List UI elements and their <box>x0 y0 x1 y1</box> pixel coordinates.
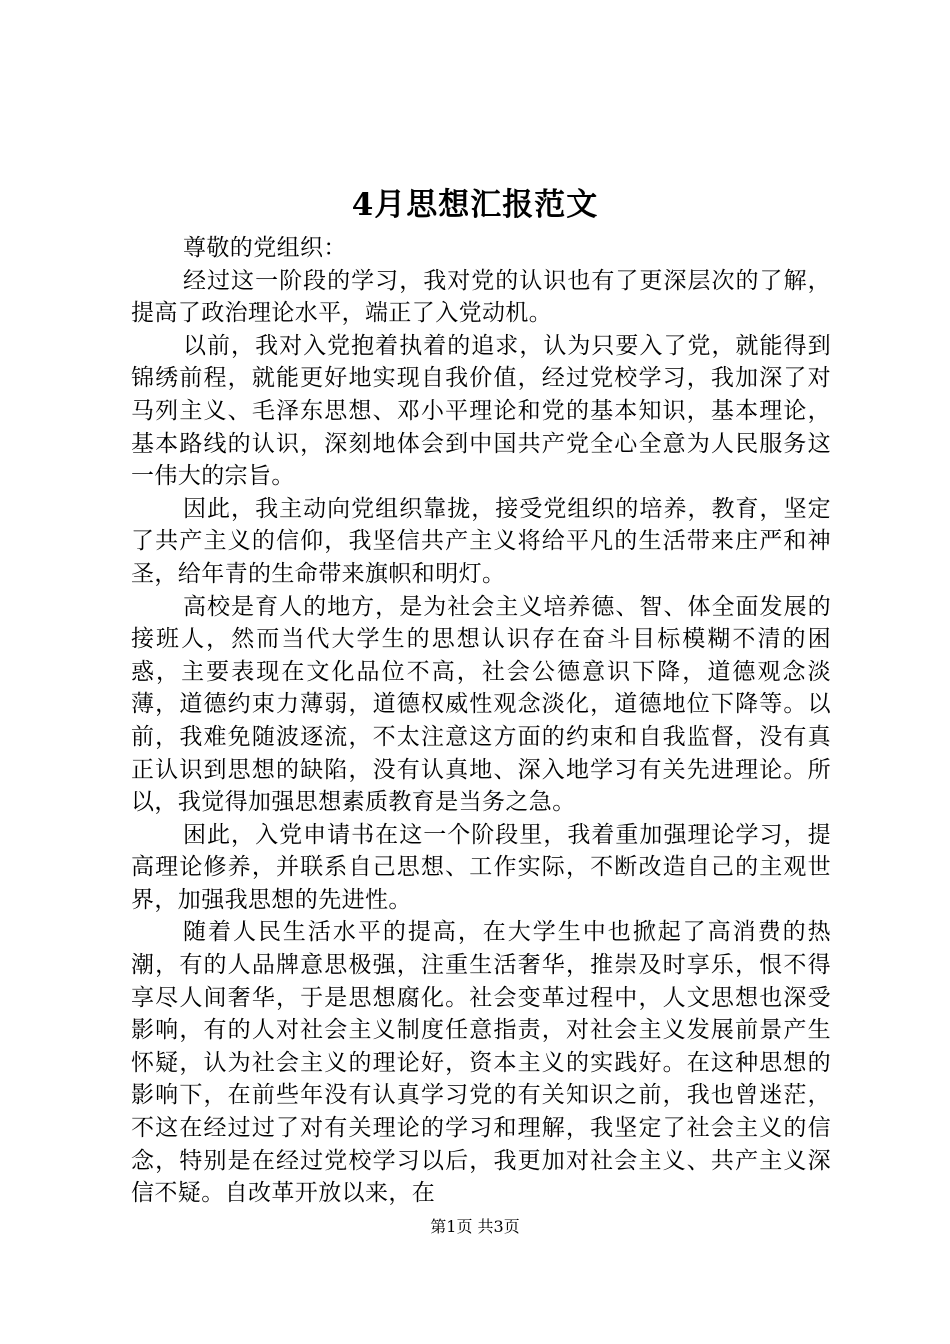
paragraph-5: 困此，入党申请书在这一个阶段里，我着重加强理论学习，提高理论修养，并联系自己思想、工作实际，不断改造自己的主观世界，加强我思想的先进性。 <box>131 821 831 913</box>
paragraph-3: 因此，我主动向党组织靠拢，接受党组织的培养，教育，坚定了共产主义的信仰，我坚信共产主义将给平凡的生活带来庄严和神圣，给年青的生命带来旗帜和明灯。 <box>131 495 831 587</box>
document-title: 4月思想汇报范文 <box>351 187 599 223</box>
page-number-footer: 第1页 共3页 <box>430 1217 520 1236</box>
paragraph-2: 以前，我对入党抱着执着的追求，认为只要入了党，就能得到锦绣前程，就能更好地实现自我价值，经过党校学习，我加深了对马列主义、毛泽东思想、邓小平理论和党的基本知识，基本理论，基本路线的认识，深刻地体会到中国共产党全心全意为人民服务这一伟大的宗旨。 <box>131 332 831 490</box>
salutation: 尊敬的党组织： <box>183 235 347 261</box>
document-body <box>131 232 831 1210</box>
paragraph-1: 经过这一阶段的学习，我对党的认识也有了更深层次的了解，提高了政治理论水平，端正了入党动机。 <box>131 267 831 327</box>
paragraph-6: 随着人民生活水平的提高，在大学生中也掀起了高消费的热潮，有的人品牌意思极强，注重生活奢华，推崇及时享乐，恨不得享尽人间奢华，于是思想腐化。社会变革过程中，人文思想也深受影响，有的人对社会主义制度任意指责，对社会主义发展前景产生怀疑，认为社会主义的理论好，资本主义的实践好。在这种思想的影响下，在前些年没有认真学习党的有关知识之前，我也曾迷茫，不这在经过过了对有关理论的学习和理解，我坚定了社会主义的信念，特别是在经过党校学习以后，我更加对社会主义、共产主义深信不疑。自改革开放以来，在 <box>131 919 831 1207</box>
paragraph-4: 高校是育人的地方，是为社会主义培养德、智、体全面发展的接班人，然而当代大学生的思想认识存在奋斗目标模糊不清的困惑，主要表现在文化品位不高，社会公德意识下降，道德观念淡薄，道德约束力薄弱，道德权威性观念淡化，道德地位下降等。以前，我难免随波逐流，不太注意这方面的约束和自我监督，没有真正认识到思想的缺陷，没有认真地、深入地学习有关先进理论。所以，我觉得加强思想素质教育是当务之急。 <box>131 593 831 816</box>
